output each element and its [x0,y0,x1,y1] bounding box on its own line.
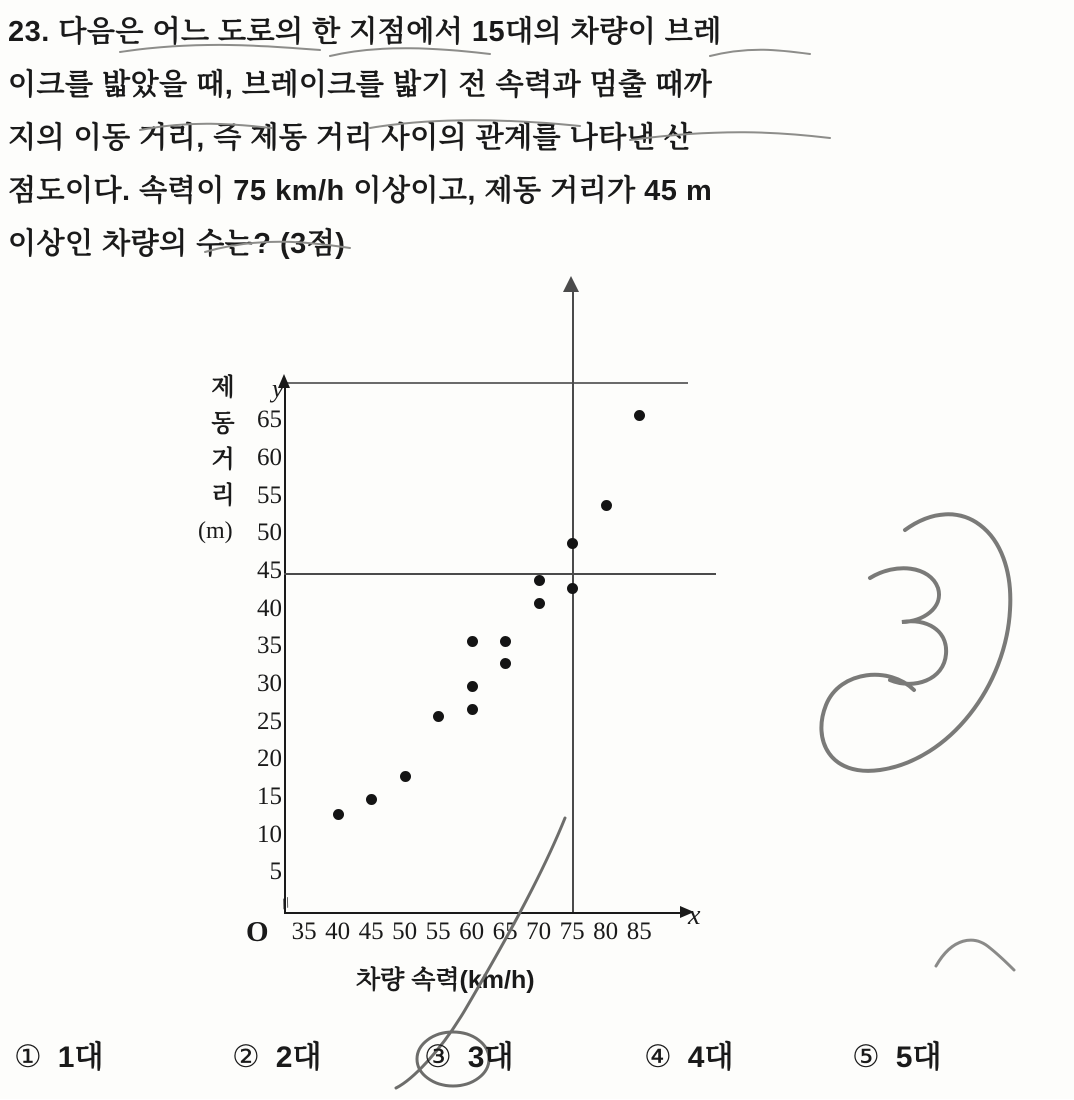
choice-marker: ⑤ [852,1039,880,1074]
choice-2[interactable] [232,1032,321,1076]
choice-label: 3대 [467,1041,514,1074]
x-tick-label: 50 [392,918,418,945]
question-line: 지의 이동 거리, 즉 제동 거리 사이의 관계를 나타낸 산 [8,122,693,154]
data-point [400,771,411,782]
data-point [433,711,444,722]
choice-1[interactable] [14,1032,103,1076]
x-axis-line [284,912,684,914]
reference-line-horizontal [284,573,716,575]
answer-choices [14,1032,1060,1088]
x-tick-label: 80 [593,918,619,945]
origin-label: O [246,916,269,948]
reference-line-vertical [572,282,574,912]
choice-label: 4대 [687,1041,734,1074]
axis-break-icon: // [279,895,293,913]
y-tick-label: 20 [257,745,282,773]
question-line: 이크를 밟았을 때, 브레이크를 밟기 전 속력과 멈출 때까 [8,69,713,101]
y-tick-label: 50 [257,519,282,547]
y-tick-label: 15 [257,782,282,810]
x-tick-label: 35 [291,918,317,945]
y-axis-symbol: y [272,374,284,403]
question-line: 23. 다음은 어느 도로의 한 지점에서 15대의 차량이 브레 [8,16,722,48]
x-tick-label: 60 [459,918,485,945]
choice-marker: ④ [644,1039,672,1074]
choice-5[interactable] [852,1032,941,1076]
y-tick-label: 60 [257,443,282,471]
x-axis-caption: 차량 속력(km/h) [356,966,535,994]
choice-marker: ① [14,1039,42,1074]
data-point [333,809,344,820]
y-tick-label: 55 [257,481,282,509]
x-tick-label: 75 [559,918,585,945]
x-tick-label: 40 [325,918,351,945]
reference-line-arrow-icon [563,276,579,292]
data-point [601,500,612,511]
x-tick-label: 45 [358,918,384,945]
question-text [8,6,1064,271]
choice-label: 2대 [275,1041,322,1074]
x-tick-labels [284,918,704,958]
data-point [500,658,511,669]
x-tick-label: 70 [526,918,552,945]
choice-label: 5대 [895,1041,942,1074]
data-point [467,704,478,715]
question-line: 점도이다. 속력이 75 km/h 이상이고, 제동 거리가 45 m [8,175,713,207]
x-tick-label: 55 [425,918,451,945]
y-tick-label: 25 [257,707,282,735]
question-line: 이상인 차량의 수는? (3점) [8,228,346,260]
y-tick-labels [206,360,282,920]
plot-top-border [284,382,688,384]
handwritten-tick-mark [930,930,1020,980]
data-point [634,410,645,421]
scatter-chart [196,360,806,994]
data-point [534,575,545,586]
y-tick-label: 10 [257,820,282,848]
data-point [366,794,377,805]
y-tick-label: 40 [257,594,282,622]
y-axis-caption: 제 동 거 리 [211,374,235,509]
choice-4[interactable] [644,1032,733,1076]
data-point [467,681,478,692]
x-tick-label: 65 [492,918,518,945]
y-tick-label: 45 [257,556,282,584]
y-tick-label: 30 [257,669,282,697]
choice-marker: ③ [424,1039,452,1074]
data-point [567,538,578,549]
data-point [500,636,511,647]
x-axis-symbol: x [688,900,701,931]
y-tick-label: 5 [269,858,282,886]
y-axis-unit: (m) [198,518,233,544]
choice-label: 1대 [57,1041,104,1074]
data-point [534,598,545,609]
x-tick-label: 85 [626,918,652,945]
choice-3[interactable] [424,1032,513,1076]
handwritten-answer-mark [810,470,1030,830]
data-point [567,583,578,594]
choice-marker: ② [232,1039,260,1074]
y-tick-label: 65 [257,406,282,434]
y-tick-label: 35 [257,632,282,660]
data-point [467,636,478,647]
y-axis-line [284,384,286,914]
